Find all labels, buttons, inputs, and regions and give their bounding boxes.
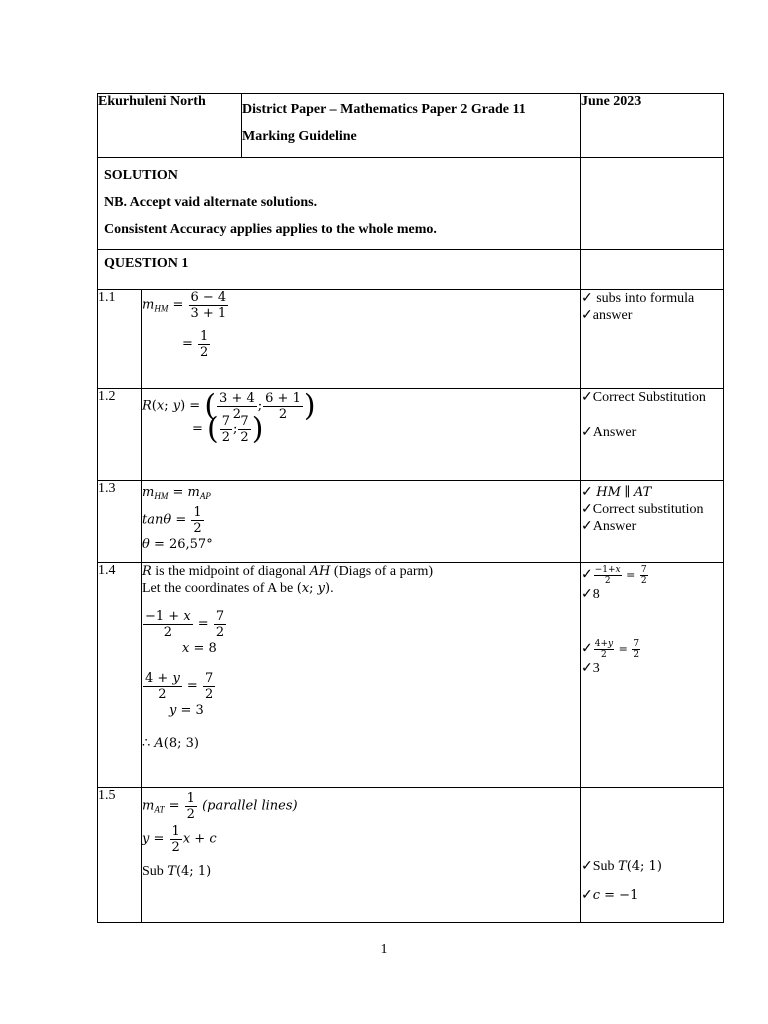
question-title-cell	[98, 250, 581, 290]
q1-2-line2: = ( $\frac{7}{2}$ ; $\frac{7}{2}$ )	[192, 411, 264, 447]
q1-1-number: 1.1	[98, 290, 142, 389]
q1-3-mark-parallel: ✓ HM ∥ AT	[581, 485, 652, 500]
q1-5-number: 1.5	[98, 788, 142, 923]
q1-3-line1: $m_{HM} = m_{AP}$	[142, 485, 211, 501]
q1-2-marks	[581, 389, 724, 481]
q1-3-row	[98, 481, 724, 563]
q1-3-mark-substitution: ✓Correct substitution	[581, 502, 704, 517]
paper-date: June 2023	[581, 94, 642, 109]
q1-4-mark-y-eq: ✓ $\frac{4+y}{2}$ = $\frac{7}{2}$	[581, 639, 640, 660]
q1-4-mark-x-value: ✓8	[581, 587, 600, 602]
q1-4-line1: R is the midpoint of diagonal AH (Diags of a parm)	[142, 564, 434, 579]
q1-5-solution	[142, 788, 581, 923]
page-number: 1	[380, 942, 388, 957]
q1-4-x-result: x = 8	[182, 641, 217, 656]
q1-3-solution	[142, 481, 581, 563]
q1-4-eq-y: $\frac{4 + y}{2}$ = $\frac{7}{2}$	[145, 671, 214, 702]
q1-2-mark-answer: ✓Answer	[581, 425, 637, 440]
q1-4-eq-x: $\frac{-1 + x}{2}$ = $\frac{7}{2}$	[145, 609, 225, 640]
q1-4-y-result: y = 3	[169, 703, 204, 718]
q1-4-conclusion: ∴ A(8; 3)	[142, 736, 199, 751]
q1-1-line1: $m_{HM}$ = $\frac{6 - 4}{3 + 1}$	[142, 290, 227, 321]
notes-cell	[98, 158, 581, 250]
question-title-row	[98, 250, 724, 290]
q1-5-mark-c: ✓c = −1	[581, 888, 639, 903]
q1-1-marks	[581, 290, 724, 389]
q1-1-mark-answer: ✓answer	[581, 308, 633, 323]
q1-4-line2: Let the coordinates of A be (x; y).	[142, 581, 334, 596]
question-title-marks	[581, 250, 724, 290]
q1-4-number: 1.4	[98, 563, 142, 788]
question-title: QUESTION 1	[104, 256, 189, 271]
q1-1-solution	[142, 290, 581, 389]
q1-4-marks	[581, 563, 724, 788]
paper-title: District Paper – Mathematics Paper 2 Grade 11	[242, 102, 526, 117]
notes-row	[98, 158, 724, 250]
q1-2-line1: R(x; y) = ( $\frac{3 + 4}{2}$ ; $\frac{6 + 1}{2}$ )	[142, 388, 316, 424]
header-row	[98, 94, 724, 158]
q1-3-marks	[581, 481, 724, 563]
q1-3-mark-answer: ✓Answer	[581, 519, 637, 534]
q1-2-solution	[142, 389, 581, 481]
q1-3-line2: tanθ = $\frac{1}{2}$	[142, 505, 202, 536]
solution-heading: SOLUTION	[104, 168, 178, 183]
q1-5-marks	[581, 788, 724, 923]
accuracy-note: Consistent Accuracy applies applies to the whole memo.	[104, 222, 437, 237]
q1-2-mark-substitution: ✓Correct Substitution	[581, 390, 706, 405]
q1-4-solution	[142, 563, 581, 788]
q1-1-mark-subs: ✓ subs into formula	[581, 291, 695, 306]
q1-2-number: 1.2	[98, 389, 142, 481]
notes-marks-cell	[581, 158, 724, 250]
q1-5-mark-sub: ✓Sub T(4; 1)	[581, 859, 662, 874]
q1-4-mark-y-value: ✓3	[581, 661, 600, 676]
q1-3-number: 1.3	[98, 481, 142, 563]
q1-5-line3: Sub T(4; 1)	[142, 864, 212, 879]
q1-3-line3: θ = 26,57°	[142, 537, 213, 552]
q1-1-row	[98, 290, 724, 389]
q1-1-line2: = $\frac{1}{2}$	[182, 329, 209, 360]
q1-4-mark-x-eq: ✓ $\frac{-1+x}{2}$ = $\frac{7}{2}$	[581, 565, 647, 586]
marking-table	[97, 93, 724, 923]
q1-4-row	[98, 563, 724, 788]
q1-4-text1b: (Diags of a parm)	[333, 564, 434, 579]
q1-5-mark-sub-label: ✓Sub	[581, 859, 615, 874]
q1-2-row	[98, 389, 724, 481]
q1-5-row	[98, 788, 724, 923]
paper-title-cell	[242, 94, 581, 158]
alternate-note: NB. Accept vaid alternate solutions.	[104, 195, 318, 210]
q1-5-line1: $m_{AT}$ = $\frac{1}{2}$ (parallel lines)	[142, 791, 298, 822]
q1-4-text2: Let the coordinates of A be	[142, 581, 294, 596]
q1-4-text1: is the midpoint of diagonal	[155, 564, 307, 579]
date-cell	[581, 94, 724, 158]
district-name: Ekurhuleni North	[98, 94, 206, 109]
q1-5-sub-text: Sub	[142, 864, 164, 879]
marking-guideline-label: Marking Guideline	[242, 129, 357, 144]
q1-5-line2: y = $\frac{1}{2}$ x + c	[142, 824, 217, 855]
district-cell	[98, 94, 242, 158]
